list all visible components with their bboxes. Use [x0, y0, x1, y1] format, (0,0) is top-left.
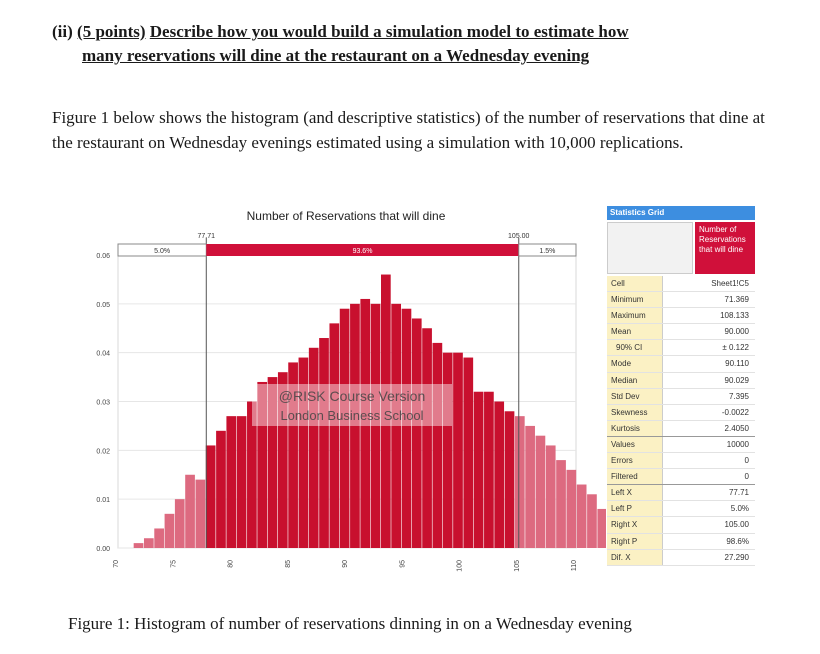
stat-value: 0	[744, 472, 749, 482]
histogram-bar	[536, 436, 546, 548]
histogram-bar	[597, 509, 606, 548]
histogram-bar	[196, 480, 206, 548]
histogram-bar	[474, 392, 484, 548]
histogram-bar	[587, 494, 597, 548]
stat-label: Std Dev	[607, 389, 663, 404]
stat-label: Mean	[607, 324, 663, 339]
histogram-bar	[463, 358, 473, 548]
intro-paragraph: Figure 1 below shows the histogram (and descriptive statistics) of the number of reservations that dine at the restaurant on Wednesday evenings estimated using a simulation with 10,000 replications.	[52, 108, 765, 152]
histogram-bar	[505, 411, 515, 548]
watermark-line-1: @RISK Course Version	[278, 388, 426, 404]
stat-row	[607, 405, 755, 421]
stat-label: Median	[607, 373, 663, 388]
stat-row	[607, 308, 755, 324]
stat-label: Dif. X	[607, 550, 663, 565]
histogram-chart	[76, 198, 606, 583]
stat-label: Values	[607, 437, 663, 452]
histogram-bar	[134, 543, 144, 548]
stat-row	[607, 550, 755, 566]
x-tick-label: 100	[456, 560, 464, 572]
histogram-bar	[484, 392, 494, 548]
histogram-bar	[412, 318, 422, 548]
stat-label: 90% CI	[607, 340, 663, 355]
figure-caption: Figure 1: Histogram of number of reservations dinning in on a Wednesday evening	[68, 614, 632, 633]
right-x-label: 105.00	[508, 233, 530, 240]
stat-value: 7.395	[728, 391, 749, 401]
y-tick-label: 0.01	[96, 497, 110, 505]
histogram-bar	[422, 328, 432, 548]
middle-percent-label: 93.6%	[352, 248, 373, 255]
stat-value: 71.369	[724, 295, 749, 305]
statistics-grid-rows	[607, 276, 755, 566]
histogram-bar	[144, 538, 154, 548]
question-number: (ii)	[52, 22, 73, 41]
histogram-bar	[340, 309, 350, 548]
stat-value: 90.110	[725, 359, 749, 369]
histogram-bar	[494, 402, 504, 549]
stat-value: -0.0022	[721, 407, 749, 417]
stat-row	[607, 324, 755, 340]
stat-value: 108.133	[720, 311, 749, 321]
statistics-grid-column-header: Number of Reservations that will dine	[695, 222, 755, 274]
y-tick-label: 0.06	[96, 253, 110, 260]
stat-row	[607, 534, 755, 550]
x-tick-label: 90	[342, 560, 349, 568]
stat-row	[607, 340, 755, 356]
stat-label: Right P	[607, 534, 663, 549]
question-line-1: Describe how you would build a simulation model to estimate how	[149, 22, 629, 41]
stat-row	[607, 276, 755, 292]
stat-label: Cell	[607, 276, 663, 291]
x-tick-label: 75	[170, 560, 178, 568]
right-percent-label: 1.5%	[539, 248, 556, 255]
histogram-bar	[329, 323, 339, 548]
histogram-bar	[443, 353, 453, 548]
histogram-bar	[319, 338, 329, 548]
histogram-bar	[546, 445, 556, 548]
statistics-grid-header: Statistics Grid	[607, 206, 755, 220]
y-tick-label: 0.04	[96, 350, 110, 358]
stat-label: Errors	[607, 453, 663, 468]
left-percent-label: 5.0%	[154, 248, 171, 255]
histogram-bar	[556, 460, 566, 548]
y-tick-label: 0.00	[96, 546, 110, 553]
stat-value: 98.6%	[726, 536, 749, 546]
statistics-grid-corner	[607, 222, 693, 274]
histogram-bar	[525, 426, 535, 548]
histogram-bar	[433, 343, 443, 548]
histogram-bar	[309, 348, 319, 548]
x-tick-label: 85	[284, 560, 292, 568]
stat-label: Left P	[607, 501, 663, 516]
stat-value: 77.71	[728, 488, 749, 498]
x-tick-label: 110	[571, 560, 578, 572]
stat-value: 90.029	[724, 375, 749, 385]
x-tick-label: 70	[113, 560, 120, 568]
question-line-2: many reservations will dine at the restaurant on a Wednesday evening	[82, 46, 590, 65]
histogram-bar	[237, 416, 247, 548]
stat-row	[607, 356, 755, 372]
watermark-line-2: London Business School	[280, 408, 424, 423]
stat-value: 0	[744, 456, 749, 466]
stat-value: 5.0%	[730, 504, 749, 514]
stat-value: 27.290	[724, 552, 749, 562]
stat-label: Mode	[607, 356, 663, 371]
stat-value: 105.00	[724, 520, 749, 530]
stat-row	[607, 501, 755, 517]
stat-label: Kurtosis	[607, 421, 663, 436]
histogram-bar	[226, 416, 236, 548]
stat-label: Right X	[607, 517, 663, 532]
stat-value: ± 0.122	[722, 343, 749, 353]
stat-label: Skewness	[607, 405, 663, 420]
stat-label: Maximum	[607, 308, 663, 323]
histogram-bar	[515, 416, 525, 548]
histogram-bar	[154, 528, 164, 548]
histogram-bar	[206, 445, 216, 548]
chart-title: Number of Reservations that will dine	[246, 209, 446, 223]
stat-row	[607, 517, 755, 533]
stat-row	[607, 389, 755, 405]
stat-label: Minimum	[607, 292, 663, 307]
stat-value: 2.4050	[724, 423, 749, 433]
y-tick-label: 0.05	[96, 301, 110, 309]
y-tick-label: 0.02	[96, 448, 110, 456]
stat-row	[607, 292, 755, 308]
x-tick-label: 95	[399, 560, 407, 568]
y-tick-label: 0.03	[96, 399, 110, 407]
histogram-bar	[175, 499, 185, 548]
stat-row	[607, 421, 755, 437]
histogram-bar	[566, 470, 576, 548]
statistics-grid	[607, 206, 755, 584]
histogram-bar	[216, 431, 226, 548]
stat-value: 90.000	[724, 327, 749, 337]
question-heading	[52, 20, 792, 68]
stat-row	[607, 453, 755, 469]
stat-row	[607, 437, 755, 453]
stat-label: Left X	[607, 485, 663, 500]
question-points: (5 points)	[77, 22, 146, 41]
stat-value: 10000	[726, 439, 749, 449]
left-x-label: 77.71	[197, 233, 216, 240]
stat-row	[607, 469, 755, 485]
histogram-bar	[577, 485, 587, 548]
histogram-bar	[185, 475, 195, 548]
stat-value: Sheet1!C5	[711, 279, 749, 288]
histogram-bar	[165, 514, 175, 548]
histogram-bar	[453, 353, 463, 548]
x-tick-label: 80	[227, 560, 235, 568]
stat-label: Filtered	[607, 469, 663, 484]
histogram-svg	[76, 198, 606, 583]
stat-row	[607, 485, 755, 501]
x-tick-label: 105	[513, 560, 521, 572]
stat-row	[607, 373, 755, 389]
histogram-bar	[402, 309, 412, 548]
